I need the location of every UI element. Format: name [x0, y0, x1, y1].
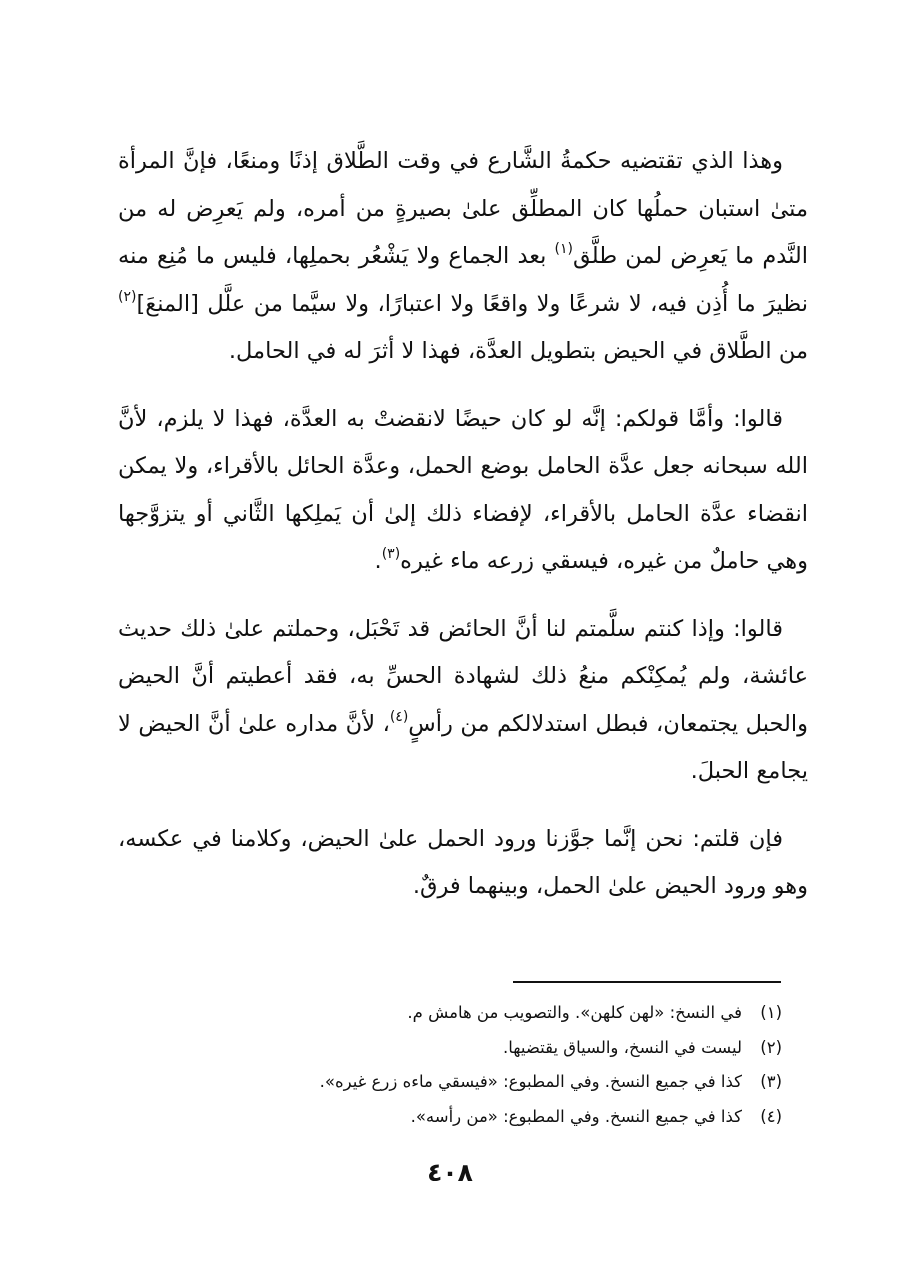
footnote-number: (٢)	[760, 1037, 782, 1057]
paragraph-1-text-3: من الطَّلاق في الحيض بتطويل العدَّة، فهذا لا أثرَ له في الحامل.	[228, 338, 808, 364]
footnote-ref-1: (١)	[554, 241, 574, 258]
footnote-text: كذا في جميع النسخ. وفي المطبوع: «فيسقي ماءه زرع غيره».	[319, 1072, 742, 1091]
footnote-2	[180, 1031, 782, 1066]
paragraph-4	[118, 816, 808, 911]
footnote-text: في النسخ: «لهن كلهن». والتصويب من هامش م.	[407, 1003, 742, 1022]
footnote-divider	[513, 981, 781, 983]
paragraph-3-text-2: ، لأنَّ مداره علىٰ أنَّ الحيض لا يجامع الحبلَ.	[118, 710, 808, 784]
footnote-number: (٤)	[760, 1106, 782, 1126]
paragraph-1	[118, 138, 808, 376]
footnote-number: (١)	[760, 1003, 782, 1022]
footnote-ref-4: (٤)	[389, 708, 409, 725]
page-number: ٤٠٨	[427, 1158, 473, 1187]
paragraph-4-text: فإن قلتم: نحن إنَّما جوَّزنا ورود الحمل علىٰ الحيض، وكلامنا في عكسه، وهو ورود الحيض علىٰ الحمل، وبينهما فرقٌ.	[118, 825, 808, 899]
paragraph-2	[118, 396, 808, 586]
footnote-3	[180, 1065, 782, 1100]
paragraph-2-text-2: .	[374, 548, 382, 574]
footnote-4	[180, 1100, 782, 1135]
paragraph-3	[118, 606, 808, 796]
paragraph-2-text: قالوا: وأمَّا قولكم: إنَّه لو كان حيضًا لانقضتْ به العدَّة، فهذا لا يلزم، لأنَّ الله سبحانه جعل عدَّة الحامل بوضع الحمل، وعدَّة الحائل بالأقراء، ولا يمكن انقضاء عدَّة الحامل بالأقراء، لإفضاء ذلك إلىٰ أن يَملِكها الثَّاني أو يتزوَّجها وهي حاملٌ من غيره، فيسقي زرعه ماء غيره	[118, 405, 808, 574]
footnote-ref-3: (٣)	[381, 546, 401, 563]
footnote-1	[180, 996, 782, 1031]
footnote-text: ليست في النسخ، والسياق يقتضيها.	[502, 1037, 742, 1057]
paragraph-1-text-2: بعد الجماع ولا يَشْعُر بحملِها، فليس ما مُنِع منه نظيرَ ما أُذِن فيه، لا شرعًا ولا واقعًا ولا اعتبارًا، ولا سيَّما من علَّل [المنعَ]	[118, 243, 808, 317]
paragraph-1-text: وهذا الذي تقتضيه حكمةُ الشَّارع في وقت الطَّلاق إذنًا ومنعًا، فإنَّ المرأة متىٰ استبان حملُها كان المطلِّق علىٰ بصيرةٍ من أمره، ولم يَعرِض له من النَّدم ما يَعرِض لمن طلَّق	[118, 148, 809, 269]
footnotes-list	[180, 996, 782, 1134]
footnote-number: (٣)	[760, 1072, 782, 1091]
footnote-text: كذا في جميع النسخ. وفي المطبوع: «من رأسه».	[410, 1106, 742, 1126]
footnote-ref-2: (٢)	[118, 288, 137, 305]
paragraph-3-text: قالوا: وإذا كنتم سلَّمتم لنا أنَّ الحائض قد تَحْبَل، وحملتم علىٰ ذلك حديث عائشة، ولم يُمكِنْكم منعُ ذلك لشهادة الحسِّ به، فقد أعطيتم أنَّ الحيض والحبل يجتمعان، فبطل استدلالكم من رأسٍ	[118, 615, 808, 737]
main-text	[118, 138, 808, 931]
